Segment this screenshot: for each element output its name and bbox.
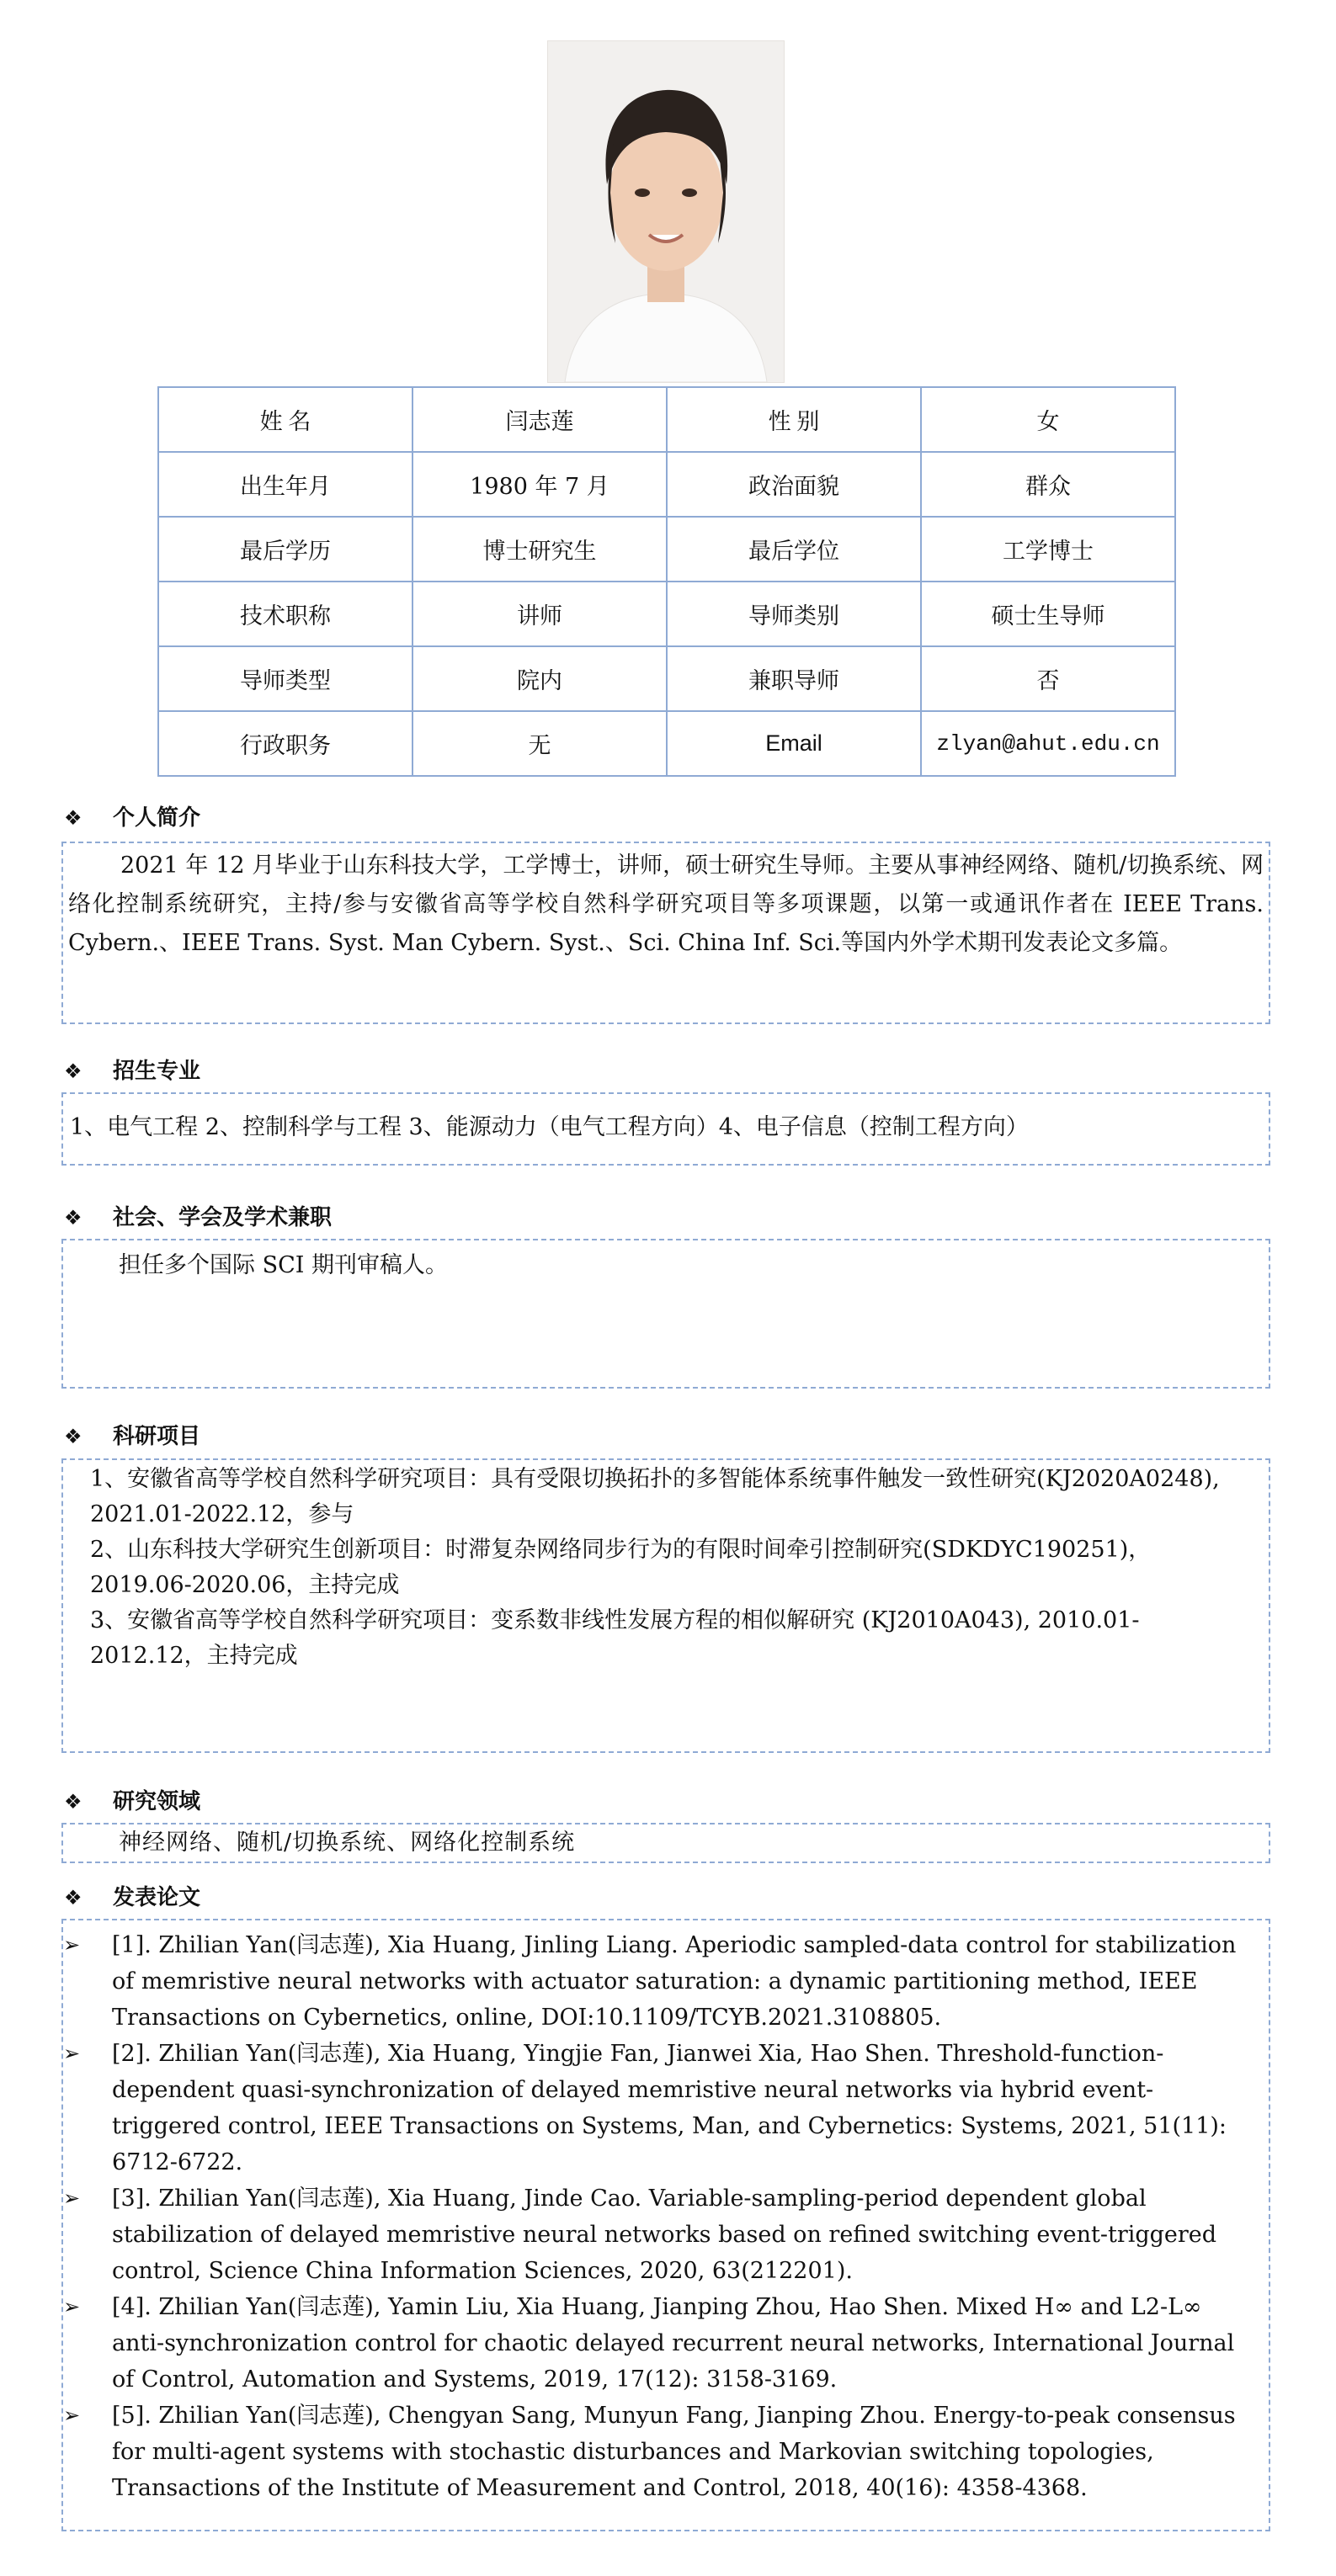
paper-text: [3]. Zhilian Yan(闫志莲), Xia Huang, Jinde Cao. Variable-sampling-period dependent global stabilization of delayed memristive neural networks based on refined switching event-triggered control, Science China Information Sciences, 2020, 63(212201).: [112, 2186, 1217, 2284]
value-degree: 工学博士: [921, 517, 1175, 582]
label-gender: 性 别: [667, 387, 921, 452]
label-name: 姓 名: [158, 387, 413, 452]
list-item: [63, 2398, 1243, 2506]
diamond-bullet-icon: ❖: [64, 1425, 83, 1448]
label-title: 技术职称: [158, 582, 413, 646]
table-row: [158, 711, 1175, 776]
label-part-time: 兼职导师: [667, 646, 921, 711]
diamond-bullet-icon: ❖: [64, 1060, 83, 1083]
value-political: 群众: [921, 452, 1175, 517]
social-text: 担任多个国际 SCI 期刊审稿人。: [119, 1252, 448, 1278]
section-heading-fields: ❖ 研究领域: [64, 1789, 201, 1814]
list-item: [63, 2289, 1243, 2398]
section-heading-social: ❖ 社会、学会及学术兼职: [64, 1205, 333, 1230]
paper-text: [2]. Zhilian Yan(闫志莲), Xia Huang, Yingjie Fan, Jianwei Xia, Hao Shen. Threshold-function-dependent quasi-synchronization of delayed memristive neural networks via hybrid event-triggered control, IEEE Transactions on Systems, Man, and Cybernetics: Systems, 2021, 51(11): 6712-6722.: [112, 2041, 1227, 2175]
value-gender: 女: [921, 387, 1175, 452]
table-row: [158, 646, 1175, 711]
value-email[interactable]: zlyan@ahut.edu.cn: [921, 711, 1175, 776]
list-item: 3、安徽省高等学校自然科学研究项目：变系数非线性发展方程的相似解研究 (KJ2010A043), 2010.01-2012.12，主持完成: [90, 1607, 1140, 1669]
paper-text: [4]. Zhilian Yan(闫志莲), Yamin Liu, Xia Huang, Jianping Zhou, Hao Shen. Mixed H∞ and L2-L∞ anti-synchronization control for chaotic delayed recurrent neural networks, International Journal of Control, Automation and Systems, 2019, 17(12): 3158-3169.: [112, 2294, 1235, 2393]
value-supervisor-type: 院内: [413, 646, 667, 711]
majors-box: [61, 1092, 1270, 1166]
label-education: 最后学历: [158, 517, 413, 582]
fields-box: [61, 1823, 1270, 1863]
value-name: 闫志莲: [413, 387, 667, 452]
paper-text: [1]. Zhilian Yan(闫志莲), Xia Huang, Jinling Liang. Aperiodic sampled-data control for stabilization of memristive neural networks with actuator saturation: a dynamic partitioning method, IEEE Transactions on Cybernetics, online, DOI:10.1109/TCYB.2021.3108805.: [112, 1932, 1237, 2031]
section-heading-papers: ❖ 发表论文: [64, 1885, 201, 1910]
list-item: [63, 1927, 1243, 2036]
diamond-bullet-icon: ❖: [64, 1206, 83, 1230]
value-title: 讲师: [413, 582, 667, 646]
diamond-bullet-icon: ❖: [64, 806, 83, 830]
bio-box: [61, 842, 1270, 1024]
table-row: [158, 452, 1175, 517]
diamond-bullet-icon: ❖: [64, 1790, 83, 1814]
value-education: 博士研究生: [413, 517, 667, 582]
portrait-photo: [547, 40, 785, 383]
arrow-bullet-icon: ➢: [63, 2403, 81, 2427]
bio-text: 2021 年 12 月毕业于山东科技大学，工学博士，讲师，硕士研究生导师。主要从事神经网络、随机/切换系统、网络化控制系统研究，主持/参与安徽省高等学校自然科学研究项目等多项课题，以第一或通讯作者在 IEEE Trans. Cybern.、IEEE Trans. Syst. Man Cybern. Syst.、Sci. China Inf. Sci.等国内外学术期刊发表论文多篇。: [68, 852, 1264, 956]
profile-table: [157, 386, 1176, 777]
arrow-bullet-icon: ➢: [63, 1933, 81, 1957]
table-row: [158, 387, 1175, 452]
value-part-time: 否: [921, 646, 1175, 711]
label-supervisor-category: 导师类别: [667, 582, 921, 646]
value-supervisor-category: 硕士生导师: [921, 582, 1175, 646]
diamond-bullet-icon: ❖: [64, 1886, 83, 1909]
arrow-bullet-icon: ➢: [63, 2186, 81, 2210]
value-admin-post: 无: [413, 711, 667, 776]
social-box: [61, 1239, 1270, 1389]
label-admin-post: 行政职务: [158, 711, 413, 776]
paper-text: [5]. Zhilian Yan(闫志莲), Chengyan Sang, Munyun Fang, Jianping Zhou. Energy-to-peak consensus for multi-agent systems with stochastic disturbances and Markovian switching topologies, Transactions of the Institute of Measurement and Control, 2018, 40(16): 4358-4368.: [112, 2403, 1236, 2501]
portrait-illustration: [548, 41, 784, 382]
papers-box: [61, 1919, 1270, 2531]
label-political: 政治面貌: [667, 452, 921, 517]
list-item: 2、山东科技大学研究生创新项目：时滞复杂网络同步行为的有限时间牵引控制研究(SDKDYC190251)，2019.06-2020.06，主持完成: [90, 1537, 1152, 1598]
arrow-bullet-icon: ➢: [63, 2295, 81, 2318]
table-row: [158, 517, 1175, 582]
label-email: Email: [667, 711, 921, 776]
list-item: 1、安徽省高等学校自然科学研究项目：具有受限切换拓扑的多智能体系统事件触发一致性研究(KJ2020A0248), 2021.01-2022.12，参与: [90, 1466, 1220, 1527]
list-item: [63, 2036, 1243, 2180]
section-heading-projects: ❖ 科研项目: [64, 1424, 201, 1449]
projects-box: [61, 1458, 1270, 1753]
table-row: [158, 582, 1175, 646]
section-heading-bio: ❖ 个人简介: [64, 805, 201, 831]
section-heading-majors: ❖ 招生专业: [64, 1059, 201, 1084]
label-birth: 出生年月: [158, 452, 413, 517]
majors-text: 1、电气工程 2、控制科学与工程 3、能源动力（电气工程方向）4、电子信息（控制工程方向）: [70, 1114, 1029, 1140]
fields-text: 神经网络、随机/切换系统、网络化控制系统: [119, 1830, 576, 1856]
label-supervisor-type: 导师类型: [158, 646, 413, 711]
value-birth: 1980 年 7 月: [413, 452, 667, 517]
list-item: [63, 2180, 1243, 2289]
label-degree: 最后学位: [667, 517, 921, 582]
arrow-bullet-icon: ➢: [63, 2042, 81, 2065]
